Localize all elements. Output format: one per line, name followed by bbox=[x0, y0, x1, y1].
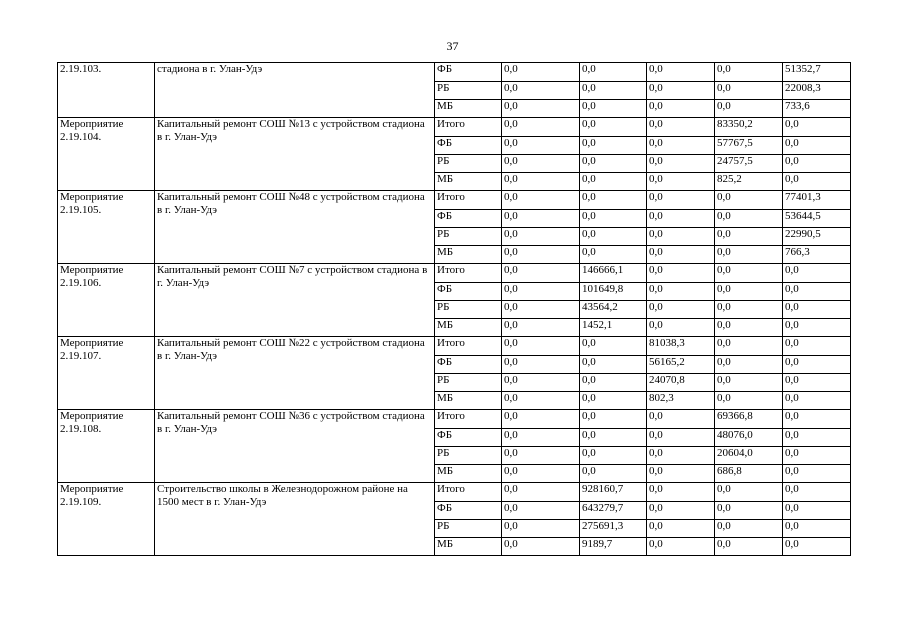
event-code-cell: Мероприятие 2.19.107. bbox=[58, 337, 155, 410]
amount-cell: 0,0 bbox=[715, 246, 783, 264]
amount-cell: 0,0 bbox=[647, 82, 715, 100]
amount-cell: 0,0 bbox=[715, 483, 783, 502]
funding-source-cell: Итого bbox=[435, 337, 502, 356]
amount-cell: 0,0 bbox=[502, 173, 580, 191]
amount-cell: 146666,1 bbox=[580, 264, 647, 283]
funding-source-cell: РБ bbox=[435, 374, 502, 392]
event-description-cell: стадиона в г. Улан-Удэ bbox=[155, 63, 435, 118]
amount-cell: 928160,7 bbox=[580, 483, 647, 502]
amount-cell: 0,0 bbox=[580, 447, 647, 465]
amount-cell: 0,0 bbox=[715, 392, 783, 410]
event-description-cell: Капитальный ремонт СОШ №7 с устройством стадиона в г. Улан-Удэ bbox=[155, 264, 435, 337]
amount-cell: 0,0 bbox=[580, 191, 647, 210]
amount-cell: 0,0 bbox=[580, 337, 647, 356]
amount-cell: 0,0 bbox=[783, 137, 851, 155]
amount-cell: 0,0 bbox=[715, 301, 783, 319]
funding-source-cell: Итого bbox=[435, 191, 502, 210]
amount-cell: 0,0 bbox=[502, 137, 580, 155]
funding-source-cell: МБ bbox=[435, 465, 502, 483]
amount-cell: 20604,0 bbox=[715, 447, 783, 465]
amount-cell: 0,0 bbox=[715, 210, 783, 228]
amount-cell: 0,0 bbox=[647, 228, 715, 246]
amount-cell: 0,0 bbox=[502, 246, 580, 264]
amount-cell: 69366,8 bbox=[715, 410, 783, 429]
amount-cell: 0,0 bbox=[715, 520, 783, 538]
amount-cell: 0,0 bbox=[715, 100, 783, 118]
funding-source-cell: МБ bbox=[435, 173, 502, 191]
amount-cell: 22008,3 bbox=[783, 82, 851, 100]
amount-cell: 24757,5 bbox=[715, 155, 783, 173]
amount-cell: 0,0 bbox=[502, 210, 580, 228]
amount-cell: 0,0 bbox=[783, 155, 851, 173]
amount-cell: 0,0 bbox=[502, 301, 580, 319]
event-code-cell: Мероприятие 2.19.109. bbox=[58, 483, 155, 556]
amount-cell: 0,0 bbox=[715, 374, 783, 392]
amount-cell: 0,0 bbox=[783, 301, 851, 319]
amount-cell: 0,0 bbox=[783, 173, 851, 191]
amount-cell: 0,0 bbox=[502, 465, 580, 483]
amount-cell: 0,0 bbox=[580, 100, 647, 118]
amount-cell: 0,0 bbox=[502, 356, 580, 374]
amount-cell: 0,0 bbox=[502, 374, 580, 392]
amount-cell: 0,0 bbox=[502, 538, 580, 556]
amount-cell: 0,0 bbox=[647, 283, 715, 301]
amount-cell: 643279,7 bbox=[580, 502, 647, 520]
amount-cell: 0,0 bbox=[502, 228, 580, 246]
amount-cell: 1452,1 bbox=[580, 319, 647, 337]
amount-cell: 0,0 bbox=[783, 410, 851, 429]
amount-cell: 0,0 bbox=[647, 319, 715, 337]
amount-cell: 0,0 bbox=[580, 155, 647, 173]
amount-cell: 0,0 bbox=[502, 502, 580, 520]
budget-table bbox=[57, 62, 851, 556]
amount-cell: 0,0 bbox=[715, 191, 783, 210]
event-description-cell: Капитальный ремонт СОШ №13 с устройством стадиона в г. Улан-Удэ bbox=[155, 118, 435, 191]
amount-cell: 0,0 bbox=[580, 210, 647, 228]
amount-cell: 43564,2 bbox=[580, 301, 647, 319]
amount-cell: 0,0 bbox=[502, 520, 580, 538]
table-row bbox=[58, 191, 851, 210]
event-description-cell: Строительство школы в Железнодорожном районе на 1500 мест в г. Улан-Удэ bbox=[155, 483, 435, 556]
amount-cell: 0,0 bbox=[647, 520, 715, 538]
event-code-cell: 2.19.103. bbox=[58, 63, 155, 118]
amount-cell: 0,0 bbox=[783, 392, 851, 410]
funding-source-cell: ФБ bbox=[435, 63, 502, 82]
funding-source-cell: МБ bbox=[435, 319, 502, 337]
funding-source-cell: МБ bbox=[435, 538, 502, 556]
funding-source-cell: Итого bbox=[435, 483, 502, 502]
amount-cell: 0,0 bbox=[715, 319, 783, 337]
amount-cell: 0,0 bbox=[502, 264, 580, 283]
amount-cell: 0,0 bbox=[783, 538, 851, 556]
amount-cell: 0,0 bbox=[502, 483, 580, 502]
amount-cell: 0,0 bbox=[580, 82, 647, 100]
amount-cell: 686,8 bbox=[715, 465, 783, 483]
amount-cell: 0,0 bbox=[580, 246, 647, 264]
page-number: 37 bbox=[446, 39, 459, 53]
amount-cell: 275691,3 bbox=[580, 520, 647, 538]
event-code-cell: Мероприятие 2.19.105. bbox=[58, 191, 155, 264]
amount-cell: 0,0 bbox=[715, 283, 783, 301]
funding-source-cell: ФБ bbox=[435, 210, 502, 228]
amount-cell: 81038,3 bbox=[647, 337, 715, 356]
amount-cell: 22990,5 bbox=[783, 228, 851, 246]
amount-cell: 0,0 bbox=[580, 137, 647, 155]
funding-source-cell: МБ bbox=[435, 246, 502, 264]
amount-cell: 101649,8 bbox=[580, 283, 647, 301]
amount-cell: 0,0 bbox=[783, 483, 851, 502]
amount-cell: 802,3 bbox=[647, 392, 715, 410]
amount-cell: 0,0 bbox=[502, 82, 580, 100]
amount-cell: 0,0 bbox=[580, 374, 647, 392]
amount-cell: 0,0 bbox=[502, 100, 580, 118]
amount-cell: 0,0 bbox=[647, 465, 715, 483]
amount-cell: 766,3 bbox=[783, 246, 851, 264]
table-row bbox=[58, 337, 851, 356]
amount-cell: 0,0 bbox=[783, 283, 851, 301]
amount-cell: 733,6 bbox=[783, 100, 851, 118]
event-code-cell: Мероприятие 2.19.106. bbox=[58, 264, 155, 337]
amount-cell: 0,0 bbox=[647, 502, 715, 520]
amount-cell: 0,0 bbox=[783, 520, 851, 538]
amount-cell: 0,0 bbox=[647, 447, 715, 465]
table-row bbox=[58, 410, 851, 429]
table-row bbox=[58, 264, 851, 283]
amount-cell: 51352,7 bbox=[783, 63, 851, 82]
amount-cell: 0,0 bbox=[647, 173, 715, 191]
table-row bbox=[58, 483, 851, 502]
amount-cell: 0,0 bbox=[715, 337, 783, 356]
amount-cell: 0,0 bbox=[715, 264, 783, 283]
amount-cell: 0,0 bbox=[647, 483, 715, 502]
amount-cell: 0,0 bbox=[783, 118, 851, 137]
amount-cell: 0,0 bbox=[715, 82, 783, 100]
amount-cell: 0,0 bbox=[502, 429, 580, 447]
amount-cell: 0,0 bbox=[783, 319, 851, 337]
amount-cell: 0,0 bbox=[783, 447, 851, 465]
amount-cell: 0,0 bbox=[580, 356, 647, 374]
event-code-cell: Мероприятие 2.19.108. bbox=[58, 410, 155, 483]
amount-cell: 77401,3 bbox=[783, 191, 851, 210]
amount-cell: 53644,5 bbox=[783, 210, 851, 228]
funding-source-cell: РБ bbox=[435, 520, 502, 538]
amount-cell: 0,0 bbox=[502, 118, 580, 137]
amount-cell: 0,0 bbox=[647, 100, 715, 118]
amount-cell: 0,0 bbox=[715, 228, 783, 246]
amount-cell: 0,0 bbox=[715, 538, 783, 556]
funding-source-cell: МБ bbox=[435, 100, 502, 118]
amount-cell: 0,0 bbox=[647, 264, 715, 283]
amount-cell: 0,0 bbox=[502, 283, 580, 301]
amount-cell: 0,0 bbox=[502, 155, 580, 173]
funding-source-cell: МБ bbox=[435, 392, 502, 410]
amount-cell: 0,0 bbox=[580, 429, 647, 447]
amount-cell: 0,0 bbox=[580, 228, 647, 246]
amount-cell: 0,0 bbox=[647, 118, 715, 137]
amount-cell: 0,0 bbox=[502, 392, 580, 410]
amount-cell: 0,0 bbox=[783, 374, 851, 392]
amount-cell: 0,0 bbox=[647, 191, 715, 210]
amount-cell: 57767,5 bbox=[715, 137, 783, 155]
funding-source-cell: ФБ bbox=[435, 429, 502, 447]
amount-cell: 0,0 bbox=[502, 410, 580, 429]
funding-source-cell: РБ bbox=[435, 301, 502, 319]
event-code-cell: Мероприятие 2.19.104. bbox=[58, 118, 155, 191]
amount-cell: 0,0 bbox=[715, 502, 783, 520]
amount-cell: 0,0 bbox=[715, 63, 783, 82]
amount-cell: 24070,8 bbox=[647, 374, 715, 392]
amount-cell: 0,0 bbox=[502, 319, 580, 337]
funding-source-cell: ФБ bbox=[435, 502, 502, 520]
funding-source-cell: ФБ bbox=[435, 137, 502, 155]
amount-cell: 56165,2 bbox=[647, 356, 715, 374]
funding-source-cell: Итого bbox=[435, 118, 502, 137]
amount-cell: 0,0 bbox=[647, 210, 715, 228]
amount-cell: 0,0 bbox=[647, 155, 715, 173]
amount-cell: 0,0 bbox=[580, 63, 647, 82]
event-description-cell: Капитальный ремонт СОШ №36 с устройством стадиона в г. Улан-Удэ bbox=[155, 410, 435, 483]
amount-cell: 0,0 bbox=[502, 337, 580, 356]
amount-cell: 0,0 bbox=[647, 538, 715, 556]
funding-source-cell: ФБ bbox=[435, 356, 502, 374]
amount-cell: 0,0 bbox=[580, 173, 647, 191]
table-row bbox=[58, 118, 851, 137]
amount-cell: 0,0 bbox=[647, 63, 715, 82]
amount-cell: 0,0 bbox=[647, 246, 715, 264]
funding-source-cell: ФБ bbox=[435, 283, 502, 301]
amount-cell: 0,0 bbox=[647, 301, 715, 319]
amount-cell: 0,0 bbox=[502, 63, 580, 82]
amount-cell: 0,0 bbox=[502, 447, 580, 465]
amount-cell: 0,0 bbox=[783, 429, 851, 447]
funding-source-cell: РБ bbox=[435, 155, 502, 173]
amount-cell: 825,2 bbox=[715, 173, 783, 191]
amount-cell: 0,0 bbox=[783, 465, 851, 483]
funding-source-cell: Итого bbox=[435, 410, 502, 429]
amount-cell: 0,0 bbox=[783, 264, 851, 283]
amount-cell: 0,0 bbox=[580, 392, 647, 410]
amount-cell: 0,0 bbox=[783, 356, 851, 374]
amount-cell: 0,0 bbox=[647, 429, 715, 447]
event-description-cell: Капитальный ремонт СОШ №48 с устройством стадиона в г. Улан-Удэ bbox=[155, 191, 435, 264]
amount-cell: 0,0 bbox=[647, 137, 715, 155]
amount-cell: 0,0 bbox=[580, 118, 647, 137]
funding-source-cell: Итого bbox=[435, 264, 502, 283]
event-description-cell: Капитальный ремонт СОШ №22 с устройством стадиона в г. Улан-Удэ bbox=[155, 337, 435, 410]
amount-cell: 0,0 bbox=[715, 356, 783, 374]
amount-cell: 0,0 bbox=[580, 465, 647, 483]
funding-source-cell: РБ bbox=[435, 228, 502, 246]
amount-cell: 48076,0 bbox=[715, 429, 783, 447]
funding-source-cell: РБ bbox=[435, 447, 502, 465]
table-body bbox=[58, 63, 851, 556]
funding-source-cell: РБ bbox=[435, 82, 502, 100]
amount-cell: 9189,7 bbox=[580, 538, 647, 556]
amount-cell: 0,0 bbox=[783, 337, 851, 356]
amount-cell: 0,0 bbox=[783, 502, 851, 520]
amount-cell: 0,0 bbox=[580, 410, 647, 429]
amount-cell: 0,0 bbox=[647, 410, 715, 429]
amount-cell: 0,0 bbox=[502, 191, 580, 210]
amount-cell: 83350,2 bbox=[715, 118, 783, 137]
table-row bbox=[58, 63, 851, 82]
